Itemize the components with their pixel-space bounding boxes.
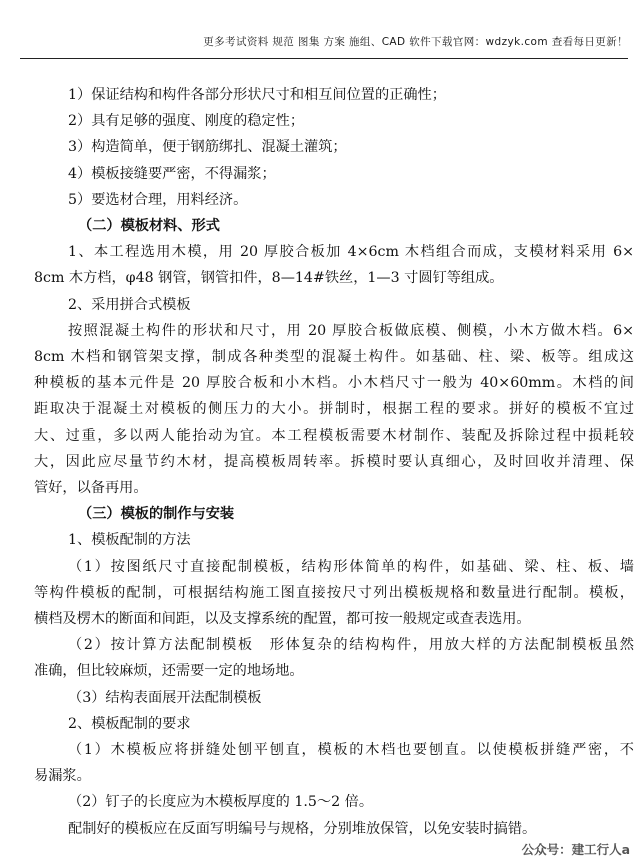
header-banner: 更多考试资料 规范 图集 方案 施组、CAD 软件下载官网：wdzyk.com 查看每日更新！ <box>203 36 628 48</box>
paragraph-line: （1）按图纸尺寸直接配制模板，结构形体简单的构件，如基础、梁、柱、板、墙 <box>68 558 634 575</box>
paragraph-line: 距取决于混凝土对模板的侧压力的大小。拼制时，根据工程的要求。拼好的模板不宜过 <box>34 401 634 418</box>
paragraph-line: （2）按计算方法配制模板 形体复杂的结构构件，用放大样的方法配制模板虽然 <box>68 637 634 654</box>
requirement-item-4: 4）模板接缝要严密，不得漏浆； <box>68 165 276 182</box>
paragraph-line: 种模板的基本元件是 20 厚胶合板和小木档。小木档尺寸一般为 40×60mm。木档的间 <box>34 375 634 392</box>
paragraph-line: （1）木模板应将拼缝处刨平刨直，模板的木档也要刨直。以使模板拼缝严密，不 <box>68 742 634 759</box>
paragraph-line: （3）结构表面展开法配制模板 <box>68 689 262 706</box>
document-body <box>34 82 634 842</box>
paragraph-line: 易漏浆。 <box>34 768 91 785</box>
paragraph-line: 按照混凝土构件的形状和尺寸，用 20 厚胶合板做底模、侧模，小木方做木档。6× <box>68 322 634 339</box>
requirement-item-5: 5）要选材合理，用料经济。 <box>68 191 248 208</box>
footer-watermark: 公众号：建工行人a <box>521 842 630 857</box>
paragraph-line: 等构件模板的配制，可根据结构施工图直接按尺寸列出模板规格和数量进行配制。模板， <box>34 584 634 601</box>
subheading-requirements: 2、模板配制的要求 <box>68 715 191 732</box>
header-divider <box>20 58 628 59</box>
paragraph-line: 大、过重，多以两人能抬动为宜。本工程模板需要木材制作、装配及拆除过程中损耗较 <box>34 427 634 444</box>
requirement-item-3: 3）构造简单，便于钢筋绑扎、混凝土灌筑； <box>68 139 347 156</box>
paragraph-line: 横档及楞木的断面和间距，以及支撑系统的配置，都可按一般规定或查表选用。 <box>34 611 531 628</box>
subheading-assembled-formwork: 2、采用拼合式模板 <box>68 296 191 313</box>
paragraph-line: 大，因此应尽量节约木材，提高模板周转率。拆模时要认真细心，及时回收并清理、保 <box>34 453 634 470</box>
paragraph-line: 8cm 木方档，φ48 钢管，钢管扣件，8—14#铁丝，1—3 寸圆钉等组成。 <box>34 270 504 287</box>
paragraph-line: 8cm 木档和钢管架支撑，制成各种类型的混凝土构件。如基础、柱、梁、板等。组成这 <box>34 349 634 366</box>
paragraph-line: 准确，但比较麻烦，还需要一定的地场地。 <box>34 663 304 680</box>
paragraph-line: 配制好的模板应在反面写明编号与规格，分别堆放保管，以免安装时搞错。 <box>68 820 537 837</box>
section-heading-materials: （二）模板材料、形式 <box>78 218 220 235</box>
section-heading-fabrication: （三）模板的制作与安装 <box>78 506 235 523</box>
paragraph-line: （2）钉子的长度应为木模板厚度的 1.5～2 倍。 <box>68 794 374 811</box>
paragraph-line: 管好，以备再用。 <box>34 480 148 497</box>
subheading-methods: 1、模板配制的方法 <box>68 532 191 549</box>
requirement-item-1: 1）保证结构和构件各部分形状尺寸和相互间位置的正确性； <box>68 87 446 103</box>
requirement-item-2: 2）具有足够的强度、刚度的稳定性； <box>68 113 305 130</box>
paragraph-line: 1、本工程选用木模，用 20 厚胶合板加 4×6cm 木档组合而成，支模材料采用 6× <box>68 244 634 261</box>
